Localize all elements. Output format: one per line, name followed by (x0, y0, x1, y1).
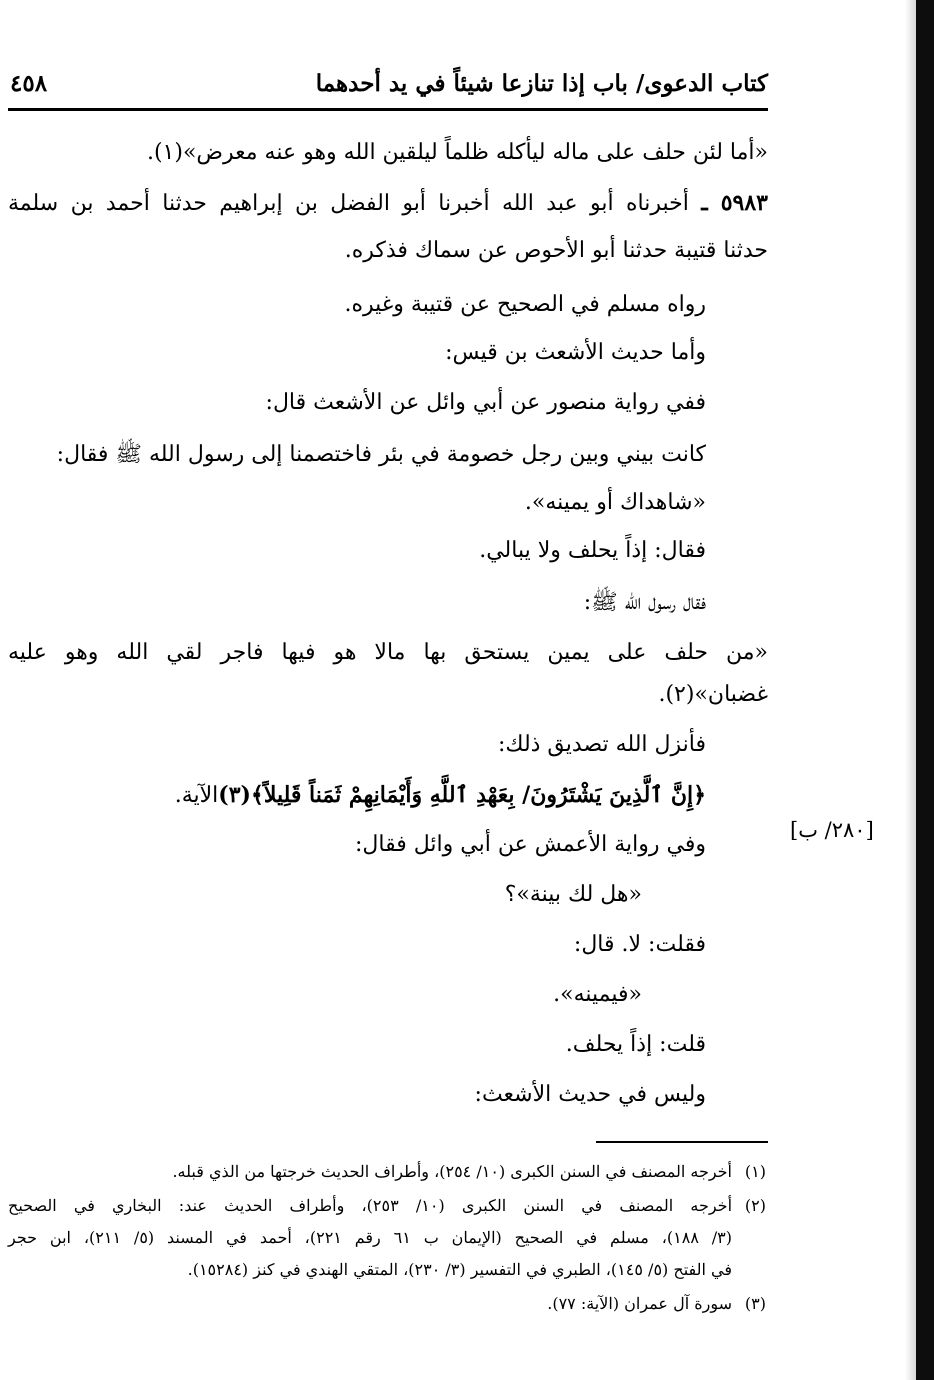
text-line: «أما لئن حلف على ماله ليأكله ظلماً ليلقين الله وهو عنه معرض»(١). (146, 140, 768, 165)
footnote-continuation: (٣/ ١٨٨)، مسلم في الصحيح (الإيمان ب ٦١ رقم ٢٢١)، أحمد في المسند (٥/ ٢١١)، ابن حجر (8, 1228, 733, 1247)
page-header (8, 64, 768, 104)
hadith-number: ٥٩٨٣ ـ (701, 190, 768, 216)
text-line: رواه مسلم في الصحيح عن قتيبة وغيره. (344, 292, 706, 317)
text-line: «هل لك بينة»؟ (504, 882, 642, 907)
book-spine-shadow (905, 0, 916, 1380)
running-title: كتاب الدعوى/ باب إذا تنازعا شيئاً في يد أحدهما (315, 70, 768, 97)
text-line: وفي رواية الأعمش عن أبي وائل فقال: (355, 832, 706, 857)
quran-line: ﴿إِنَّ ٱلَّذِينَ يَشْتَرُونَ/ بِعَهْدِ ٱللَّهِ وَأَيْمَانِهِمْ ثَمَناً قَلِيلاً﴾(٣)الآية. (174, 782, 706, 808)
text-line: ففي رواية منصور عن أبي وائل عن الأشعث قال: (265, 390, 706, 415)
book-spine (916, 0, 934, 1380)
text-line: غضبان»(٢). (658, 682, 768, 707)
manuscript-folio-note: [٢٨٠/ ب] (790, 818, 874, 842)
header-rule (8, 108, 768, 111)
text-line: فأنزل الله تصديق ذلك: (497, 732, 706, 757)
hadith-line: ٥٩٨٣ ـ أخبرناه أبو عبد الله أخبرنا أبو الفضل بن إبراهيم حدثنا أحمد بن سلمة (8, 190, 768, 216)
text-line: فقلت: لا. قال: (573, 932, 706, 957)
footnote: (٣)سورة آل عمران (الآية: ٧٧). (547, 1294, 766, 1313)
footnote-continuation: في الفتح (٥/ ١٤٥)، الطبري في التفسير (٣/ ٢٣٠)، المتقي الهندي في كنز (١٥٢٨٤). (187, 1260, 732, 1279)
text-line: فقال رسول الله ﷺ: (583, 590, 706, 615)
footnote: (١)أخرجه المصنف في السنن الكبرى (١٠/ ٢٥٤)، وأطراف الحديث خرجتها من الذي قبله. (172, 1162, 766, 1181)
page-number: ٤٥٨ (10, 70, 48, 97)
text-line: «شاهداك أو يمينه». (524, 490, 706, 515)
text-line: وليس في حديث الأشعث: (474, 1082, 706, 1107)
text-line: فقال: إذاً يحلف ولا يبالي. (479, 538, 706, 563)
footnote-rule (596, 1141, 768, 1143)
text-line: «فيمينه». (553, 982, 642, 1007)
text-line: قلت: إذاً يحلف. (565, 1032, 706, 1057)
text-line: «من حلف على يمين يستحق بها مالا هو فيها فاجر لقي الله وهو عليه (8, 640, 768, 665)
footnote: (٢)أخرجه المصنف في السنن الكبرى (١٠/ ٢٥٣)، وأطراف الحديث عند: البخاري في الصحيح (8, 1196, 767, 1215)
text-line: حدثنا قتيبة حدثنا أبو الأحوص عن سماك فذكره. (344, 238, 768, 263)
text-line: وأما حديث الأشعث بن قيس: (445, 340, 706, 365)
quran-verse: ﴿إِنَّ ٱلَّذِينَ يَشْتَرُونَ/ بِعَهْدِ ٱللَّهِ وَأَيْمَانِهِمْ ثَمَناً قَلِيلاً﴾(٣) (218, 782, 706, 808)
text-line: كانت بيني وبين رجل خصومة في بئر فاختصمنا إلى رسول الله ﷺ فقال: (56, 442, 706, 467)
